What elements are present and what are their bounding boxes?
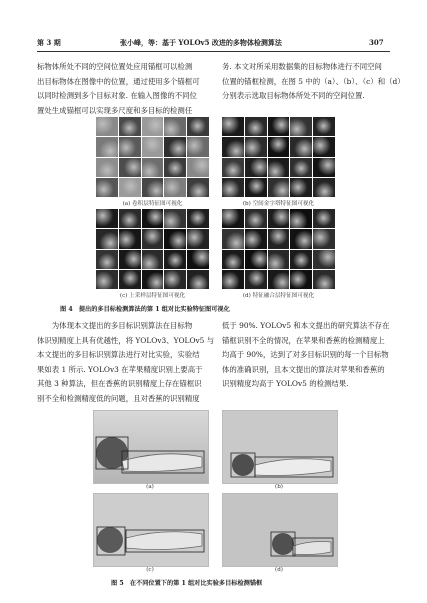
feature-map-tile (268, 158, 290, 177)
figure4-panel-b (222, 117, 335, 197)
feature-map-tile (187, 209, 209, 228)
feature-map-tile (268, 137, 290, 156)
figure4-subcaption-a: (a) 卷积层特征图可视化 (122, 201, 183, 207)
feature-map-tile (96, 209, 118, 228)
figure5-caption: 图 5 在不同位置下的第 1 组对比实验多目标检测锚框 (111, 580, 263, 587)
feature-map-tile (164, 270, 186, 289)
figure5-subcaption-a: (a) (146, 484, 154, 490)
feature-map-tile (119, 270, 141, 289)
feature-map-tile (164, 209, 186, 228)
feature-map-tile (222, 158, 244, 177)
feature-map-tile (245, 158, 267, 177)
feature-map-tile (119, 158, 141, 177)
feature-map-tile (119, 229, 141, 248)
feature-map-tile (142, 137, 164, 156)
feature-map-tile (222, 250, 244, 269)
feature-map-tile (268, 250, 290, 269)
feature-map-tile (222, 229, 244, 248)
feature-map-tile (187, 250, 209, 269)
feature-map-tile (290, 137, 312, 156)
left-bottom-paragraph: 为体现本文提出的多目标识别算法在目标物 体识别精度上具有优越性，将 YOLOv3、YOLOv5 与 本文提出的多目标识别算法进行对比实验，实验结 果如表 1 所示. YOLOv3 在苹果精度识别上要高于 其他 3 种算法，但在香蕉的识别精度上存在锚框识 别不全和检测精度低的问题，且对香蕉的识别精度 (37, 321, 215, 403)
feature-map-tile (187, 117, 209, 136)
feature-map-tile (187, 158, 209, 177)
feature-map-tile (268, 117, 290, 136)
feature-map-tile (119, 250, 141, 269)
feature-map-tile (268, 178, 290, 197)
figure4-caption: 图 4 提出的多目标检测算法的第 1 组对比实验特征图可视化 (60, 306, 230, 313)
page-number: 307 (369, 38, 384, 47)
feature-map-tile (245, 229, 267, 248)
feature-map-tile (96, 270, 118, 289)
feature-map-tile (164, 137, 186, 156)
figure4-panel-d (222, 209, 335, 289)
apple-banana-photo-c (94, 494, 208, 566)
feature-map-tile (96, 137, 118, 156)
figure5-photo-c (93, 493, 209, 567)
right-bottom-paragraph: 低于 90%. YOLOv5 和本文提出的研究算法不存在 锚框识别不全的情况，在苹果和香蕉的检测精度上 均高于 90%，达到了对多目标识别的每一个目标物 体的准确识别，且本文提出的算法对苹果和香蕉的 识别精度均高于 YOLOv5 的检测结果. (222, 321, 390, 389)
feature-map-tile (313, 178, 335, 197)
feature-map-tile (164, 158, 186, 177)
feature-map-tile (222, 137, 244, 156)
feature-map-tile (119, 137, 141, 156)
feature-map-tile (290, 158, 312, 177)
figure5-photo-b (222, 410, 338, 484)
feature-map-tile (290, 117, 312, 136)
feature-map-tile (187, 270, 209, 289)
apple-banana-photo-d (223, 494, 337, 566)
feature-map-tile (96, 117, 118, 136)
feature-map-tile (313, 229, 335, 248)
feature-map-tile (142, 117, 164, 136)
feature-map-tile (268, 209, 290, 228)
feature-map-tile (187, 229, 209, 248)
feature-map-tile (313, 270, 335, 289)
feature-map-tile (290, 250, 312, 269)
feature-map-tile (96, 178, 118, 197)
apple-banana-photo-b (223, 411, 337, 483)
feature-map-tile (313, 250, 335, 269)
feature-map-tile (222, 270, 244, 289)
feature-map-tile (245, 270, 267, 289)
feature-map-tile (142, 178, 164, 197)
journal-issue: 第 3 期 (37, 38, 61, 47)
feature-map-tile (222, 178, 244, 197)
feature-map-tile (142, 250, 164, 269)
figure5-subcaption-c: (c) (146, 567, 154, 573)
feature-map-tile (96, 229, 118, 248)
feature-map-tile (313, 158, 335, 177)
figure5-photo-a (93, 410, 209, 484)
feature-map-tile (164, 250, 186, 269)
feature-map-tile (268, 229, 290, 248)
feature-map-tile (142, 270, 164, 289)
feature-map-tile (96, 158, 118, 177)
feature-map-tile (119, 209, 141, 228)
feature-map-tile (142, 209, 164, 228)
feature-map-tile (164, 229, 186, 248)
feature-map-tile (290, 229, 312, 248)
running-title: 张小峰，等：基于 YOLOv5 改进的多物体检测算法 (120, 38, 282, 47)
feature-map-tile (164, 117, 186, 136)
left-top-paragraph: 标物体所处不同的空间位置处应用锚框可以检测 出目标物体在图像中的位置，通过使用多个锚框可 以同时检测到多个目标对象. 在输入图像的不同位 置处生成锚框可以实现多尺度和多目标的检测任 (37, 62, 200, 115)
feature-map-tile (245, 137, 267, 156)
feature-map-tile (142, 229, 164, 248)
header-rule (37, 51, 390, 52)
feature-map-tile (222, 209, 244, 228)
feature-map-tile (245, 178, 267, 197)
feature-map-tile (313, 137, 335, 156)
feature-map-tile (313, 209, 335, 228)
feature-map-tile (290, 270, 312, 289)
figure4-panel-c (96, 209, 209, 289)
feature-map-tile (142, 158, 164, 177)
feature-map-tile (313, 117, 335, 136)
feature-map-tile (245, 209, 267, 228)
right-top-paragraph: 务. 本文对所采用数据集的目标物体进行不同空间 位置的锚框检测，在图 5 中的（a）、（b）、（c）和（d） 分别表示选取目标物体所处不同的空间位置. (222, 62, 405, 101)
figure5-subcaption-d: (d) (275, 567, 283, 573)
figure5-photo-d (222, 493, 338, 567)
figure4-subcaption-d: (d) 特征融合层特征图可视化 (242, 293, 315, 299)
apple-banana-photo-a (94, 411, 208, 483)
feature-map-tile (245, 117, 267, 136)
figure4-subcaption-c: (c) 上采样层特征图可视化 (119, 293, 186, 299)
feature-map-tile (164, 178, 186, 197)
figure5-subcaption-b: (b) (275, 484, 283, 490)
feature-map-tile (290, 178, 312, 197)
feature-map-tile (187, 178, 209, 197)
feature-map-tile (187, 137, 209, 156)
feature-map-tile (119, 178, 141, 197)
feature-map-tile (290, 209, 312, 228)
figure4-panel-a (96, 117, 209, 197)
feature-map-tile (119, 117, 141, 136)
feature-map-tile (96, 250, 118, 269)
feature-map-tile (222, 117, 244, 136)
feature-map-tile (245, 250, 267, 269)
feature-map-tile (268, 270, 290, 289)
figure4-subcaption-b: (b) 空间金字塔特征图可视化 (242, 201, 315, 207)
